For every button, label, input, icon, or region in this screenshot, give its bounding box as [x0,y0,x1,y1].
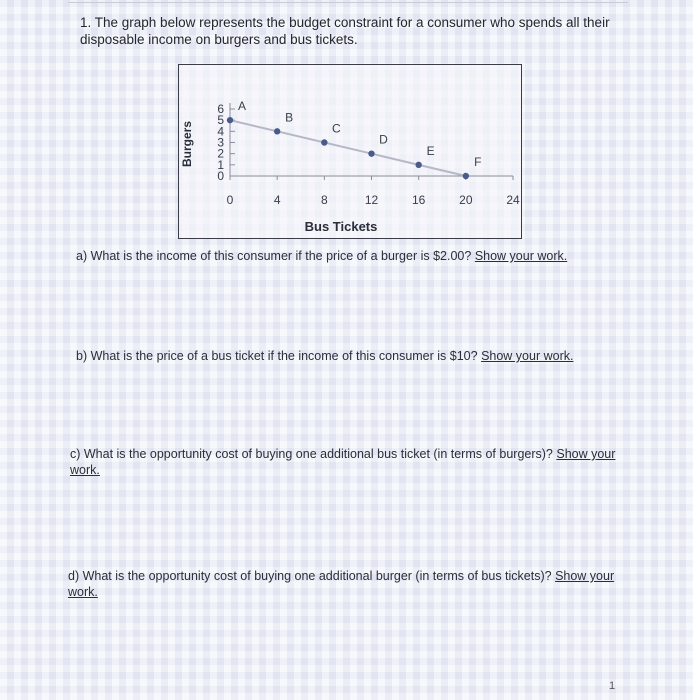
y-tick-label: 2 [217,146,224,161]
y-tick-label: 5 [217,113,224,128]
question-d [68,568,616,600]
page-number: 1 [609,680,616,692]
question-header: 1. The graph below represents the budget constraint for a consumer who spends all their disposable income on burgers and bus tickets. [80,15,610,47]
y-tick-label: 6 [217,102,224,116]
x-tick-label: 12 [364,193,379,207]
y-tick-label: 1 [217,157,224,172]
y-tick-label: 4 [217,124,224,139]
x-axis-label: Bus Tickets [304,219,378,234]
x-tick-label: 16 [411,193,426,207]
x-tick-label: 4 [273,193,281,207]
point-label: C [331,121,341,136]
question-c [70,446,618,478]
x-tick-label: 0 [226,193,234,207]
top-rule [68,2,628,3]
question-c-text: c) What is the opportunity cost of buying one additional bus ticket (in terms of burgers)? [70,447,557,461]
question-b [76,348,573,364]
point-label: A [237,99,247,114]
budget-constraint-figure [178,64,522,239]
point-label: B [285,110,294,125]
budget-chart [179,65,521,238]
budget-point [415,162,421,168]
budget-point [274,128,280,134]
question-c-show-work: Show your work. [70,447,616,477]
point-label: F [474,155,482,169]
question-b-show-work: Show your work. [481,349,574,363]
question-a-text: a) What is the income of this consumer if the price of a burger is $2.00? [76,249,475,263]
question-a [76,248,567,264]
budget-point [227,117,233,123]
point-label: D [379,132,388,147]
y-tick-label: 0 [217,169,224,183]
point-label: E [426,143,435,158]
x-tick-label: 20 [459,193,473,207]
question-d-show-work: Show your work. [68,569,615,599]
question-a-show-work: Show your work. [474,249,568,263]
x-tick-label: 8 [320,193,328,207]
x-tick-label: 24 [506,193,520,207]
budget-point [368,150,374,156]
question-d-text: d) What is the opportunity cost of buying one additional burger (in terms of bus tickets)? [68,569,556,583]
y-axis-label: Burgers [180,120,194,168]
budget-point [463,173,469,179]
budget-point [321,139,327,145]
y-tick-label: 3 [217,135,224,150]
question-b-text: b) What is the price of a bus ticket if the income of this consumer is $10? [76,349,482,363]
